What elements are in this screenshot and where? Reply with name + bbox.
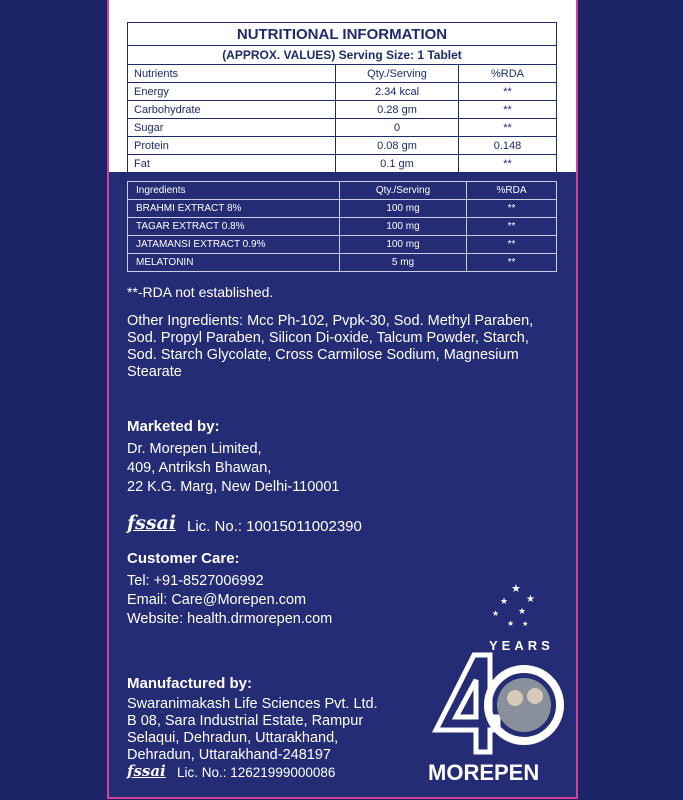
table-header-row	[128, 182, 557, 200]
table-row	[128, 236, 557, 254]
nutrient-rda: **	[459, 119, 557, 137]
col-header-rda: %RDA	[459, 65, 557, 83]
ingredient-name: JATAMANSI EXTRACT 0.9%	[128, 236, 340, 254]
morepen-brand-text: MOREPEN	[428, 760, 540, 785]
email-address: Email: Care@Morepen.com	[127, 592, 307, 608]
svg-text:★: ★	[492, 609, 500, 618]
other-ingredients: Other Ingredients: Mcc Ph-102, Pvpk-30, Sod. Methyl Paraben, Sod. Propyl Paraben, Silicon Di-oxide, Talcum Powder, Starch, Sod. Starch Glycolate, Cross Carmilose Sodium, Magnesium Stearate	[127, 313, 534, 380]
face-icon	[527, 688, 543, 704]
col-header-qty: Qty./Serving	[336, 65, 459, 83]
col-header-ingredients: Ingredients	[128, 182, 340, 200]
table-row	[128, 155, 557, 173]
address-line: 409, Antriksh Bhawan,	[127, 460, 272, 476]
nutrient-rda: 0.148	[459, 137, 557, 155]
marketed-heading: Marketed by:	[127, 418, 220, 435]
ingredients-table	[127, 181, 557, 272]
address-line: B 08, Sara Industrial Estate, Rampur	[127, 713, 364, 729]
ingredient-rda: **	[467, 254, 557, 272]
nutrient-name: Fat	[128, 155, 336, 173]
face-icon	[507, 690, 523, 706]
col-header-nutrients: Nutrients	[128, 65, 336, 83]
table-row	[128, 218, 557, 236]
table-row	[128, 254, 557, 272]
table-header-row	[128, 65, 557, 83]
customer-care-heading: Customer Care:	[127, 550, 240, 567]
nutrition-title: NUTRITIONAL INFORMATION	[128, 23, 557, 46]
svg-text:★: ★	[518, 606, 527, 616]
address-line: Swaranimakash Life Sciences Pvt. Ltd.	[127, 696, 378, 712]
svg-text:★: ★	[500, 596, 509, 606]
nutrition-table	[127, 22, 557, 173]
marketed-address	[127, 440, 340, 497]
nutrient-rda: **	[459, 83, 557, 101]
morepen-40-years-logo	[414, 580, 564, 790]
stars-icon	[492, 583, 535, 628]
license-number-1: Lic. No.: 10015011002390	[187, 518, 362, 535]
table-row	[128, 200, 557, 218]
ingredient-rda: **	[467, 218, 557, 236]
address-line: Selaqui, Dehradun, Uttarakhand,	[127, 730, 339, 746]
ingredient-rda: **	[467, 200, 557, 218]
fssai-logo: fssai	[127, 512, 177, 534]
svg-text:★: ★	[526, 594, 535, 605]
phone-number: Tel: +91-8527006992	[127, 573, 264, 589]
customer-care-details	[127, 572, 332, 629]
table-row	[128, 101, 557, 119]
table-row	[128, 119, 557, 137]
ingredient-name: BRAHMI EXTRACT 8%	[128, 200, 340, 218]
manufactured-address	[127, 696, 407, 764]
col-header-rda: %RDA	[467, 182, 557, 200]
nutrient-qty: 0.1 gm	[336, 155, 459, 173]
address-line: Dehradun, Uttarakhand-248197	[127, 747, 331, 763]
ingredient-qty: 100 mg	[340, 200, 467, 218]
address-line: 22 K.G. Marg, New Delhi-110001	[127, 479, 340, 495]
nutrient-name: Energy	[128, 83, 336, 101]
nutrient-qty: 0	[336, 119, 459, 137]
svg-text:★: ★	[522, 621, 529, 628]
ingredient-rda: **	[467, 236, 557, 254]
address-line: Dr. Morepen Limited,	[127, 441, 262, 457]
nutrient-name: Protein	[128, 137, 336, 155]
svg-text:★: ★	[511, 583, 521, 595]
years-text: YEARS	[489, 638, 554, 653]
rda-note: **-RDA not established.	[127, 284, 274, 300]
ingredient-name: MELATONIN	[128, 254, 340, 272]
website-url: Website: health.drmorepen.com	[127, 611, 333, 627]
fssai-logo: fssai	[127, 762, 166, 780]
ingredient-qty: 100 mg	[340, 218, 467, 236]
number-40-icon	[436, 655, 560, 752]
nutrition-subtitle: (APPROX. VALUES) Serving Size: 1 Tablet	[128, 46, 557, 65]
table-row	[128, 137, 557, 155]
nutrient-qty: 0.28 gm	[336, 101, 459, 119]
ingredient-qty: 5 mg	[340, 254, 467, 272]
svg-text:★: ★	[507, 619, 515, 628]
nutrient-rda: **	[459, 155, 557, 173]
manufactured-heading: Manufactured by:	[127, 675, 253, 692]
ingredient-name: TAGAR EXTRACT 0.8%	[128, 218, 340, 236]
nutrient-qty: 0.08 gm	[336, 137, 459, 155]
ingredient-qty: 100 mg	[340, 236, 467, 254]
license-number-2: Lic. No.: 12621999000086	[177, 765, 336, 780]
nutrient-qty: 2.34 kcal	[336, 83, 459, 101]
nutrient-name: Sugar	[128, 119, 336, 137]
label-panel	[107, 0, 578, 799]
col-header-qty: Qty./Serving	[340, 182, 467, 200]
table-row	[128, 83, 557, 101]
nutrient-rda: **	[459, 101, 557, 119]
nutrient-name: Carbohydrate	[128, 101, 336, 119]
